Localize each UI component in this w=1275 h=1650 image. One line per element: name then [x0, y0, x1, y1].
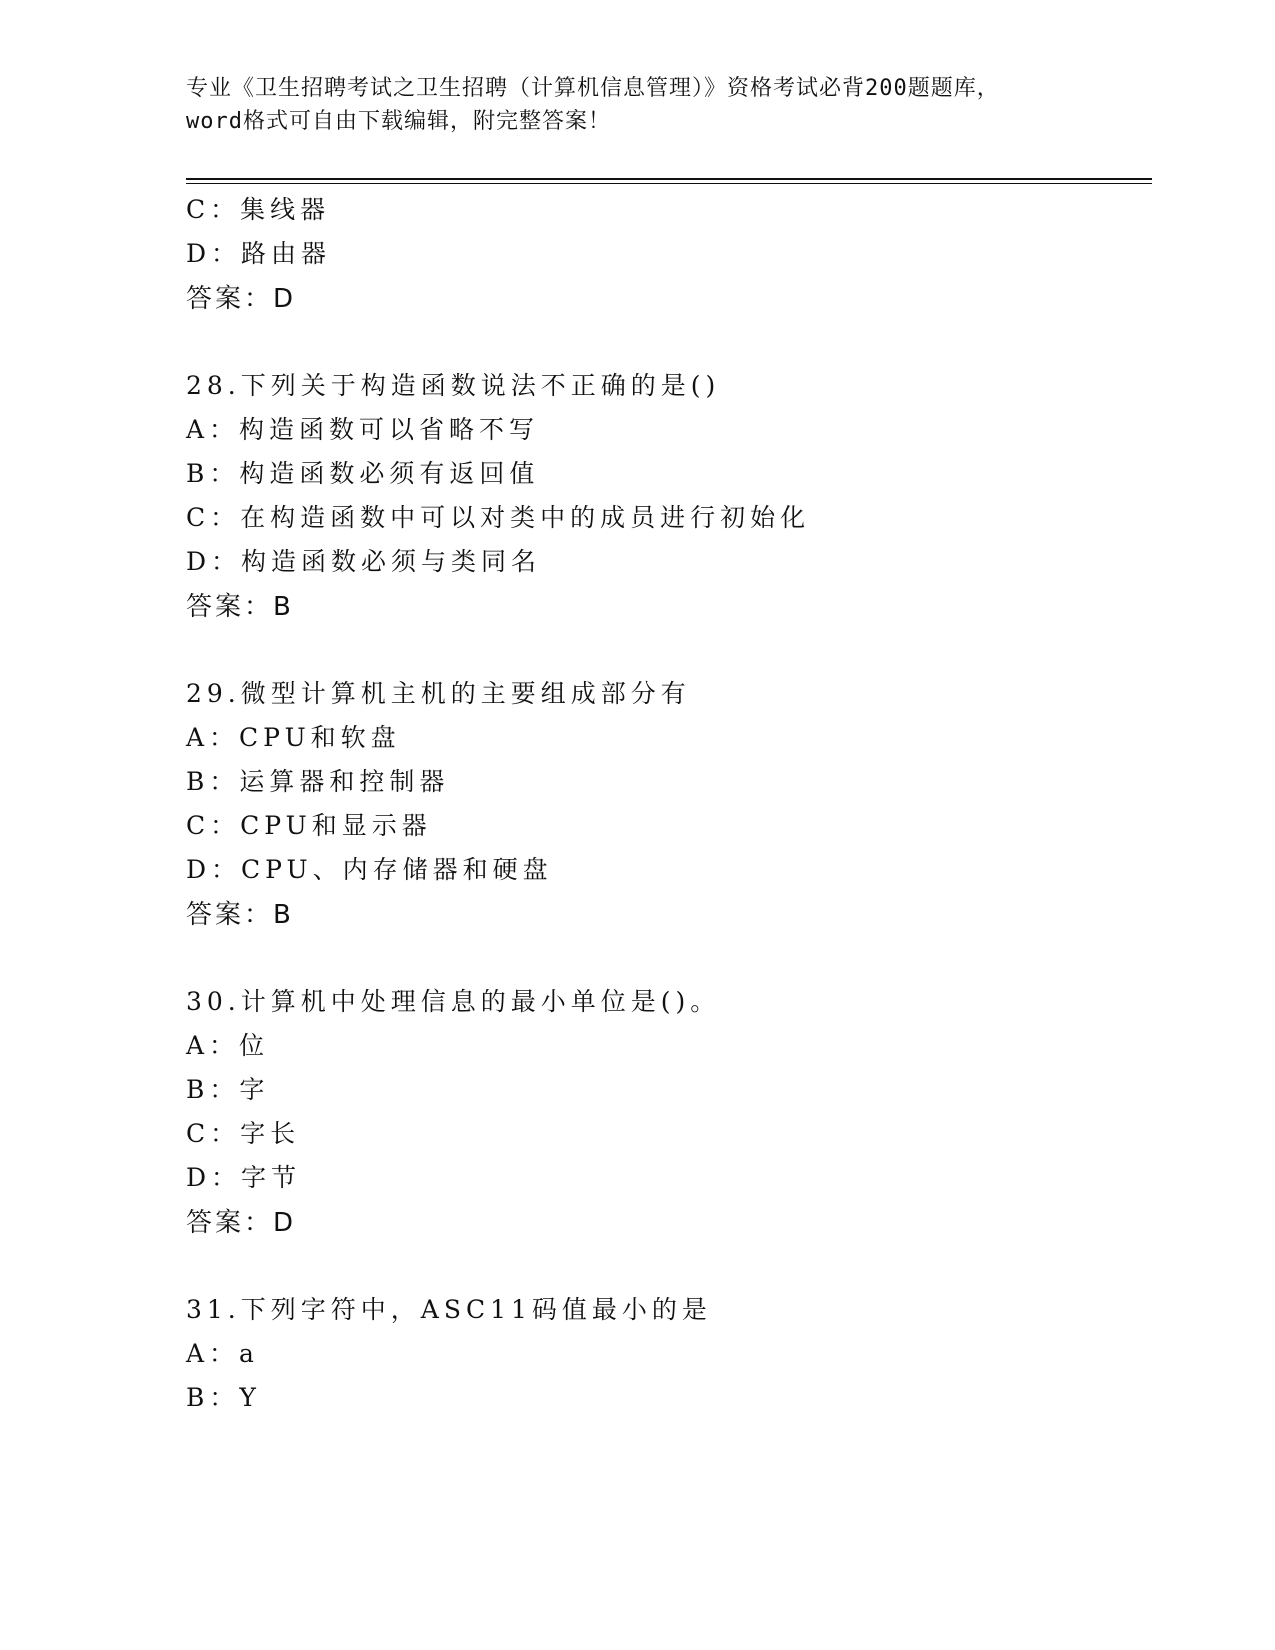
option-d: D：字节 — [186, 1163, 302, 1192]
option-b: B：运算器和控制器 — [186, 767, 450, 796]
question-28: 28.下列关于构造函数说法不正确的是() — [186, 371, 721, 400]
option-d: D：路由器 — [186, 239, 332, 268]
document-header — [186, 72, 1086, 138]
question-30: 30.计算机中处理信息的最小单位是()。 — [186, 987, 721, 1016]
option-b: B：Y — [186, 1383, 261, 1412]
answer-line: 答案：B — [186, 900, 294, 930]
answer-line: 答案：B — [186, 592, 294, 622]
header-rule-thin — [186, 183, 1152, 184]
option-d: D：CPU、内存储器和硬盘 — [186, 855, 553, 884]
option-a: A：位 — [186, 1031, 270, 1060]
answer-line: 答案：D — [186, 1208, 297, 1238]
header-line-1: 专业《卫生招聘考试之卫生招聘（计算机信息管理）》资格考试必背200题题库， — [186, 76, 1000, 101]
header-line-2: word格式可自由下载编辑，附完整答案！ — [186, 109, 611, 134]
question-29: 29.微型计算机主机的主要组成部分有 — [186, 679, 691, 708]
question-31: 31.下列字符中，ASC11码值最小的是 — [186, 1295, 712, 1324]
option-b: B：构造函数必须有返回值 — [186, 459, 540, 488]
option-b: B：字 — [186, 1075, 270, 1104]
option-a: A：a — [186, 1339, 259, 1368]
option-c: C：字长 — [186, 1119, 301, 1148]
option-a: A：CPU和软盘 — [186, 723, 401, 752]
option-c: C：CPU和显示器 — [186, 811, 432, 840]
answer-line: 答案：D — [186, 284, 297, 314]
option-c: C：集线器 — [186, 195, 331, 224]
option-d: D：构造函数必须与类同名 — [186, 547, 542, 576]
option-a: A：构造函数可以省略不写 — [186, 415, 540, 444]
option-c: C：在构造函数中可以对类中的成员进行初始化 — [186, 503, 811, 532]
header-rule-thick — [186, 178, 1152, 180]
